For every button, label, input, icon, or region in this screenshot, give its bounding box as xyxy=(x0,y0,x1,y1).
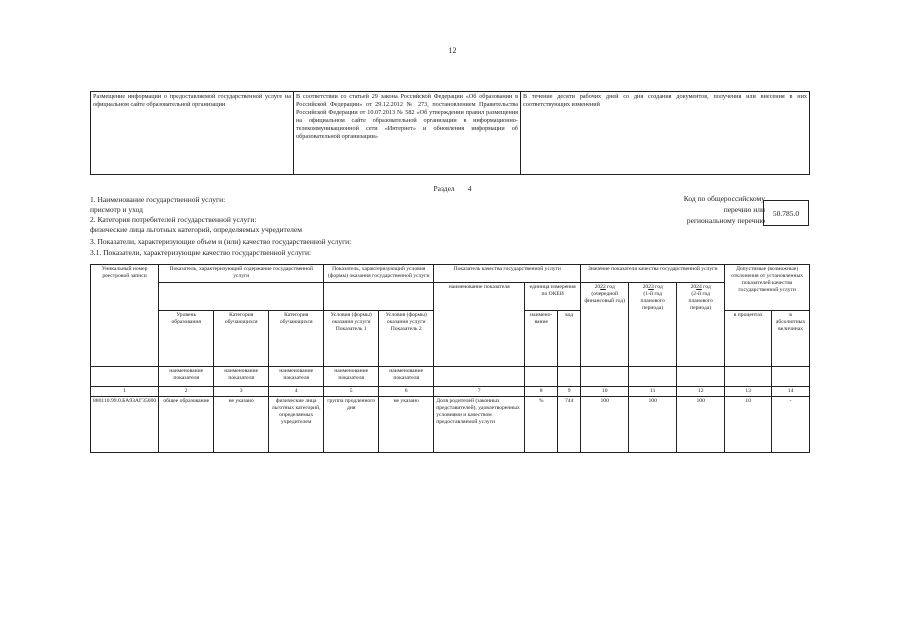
indicators-heading: 3. Показатели, характеризующие объем и (или) качество государственной услуги: xyxy=(90,237,352,246)
header-blank xyxy=(725,367,772,387)
header-conditions: Показатель, характеризующий условия (формы) оказания государственной услуги xyxy=(324,265,434,283)
header-condition-1: Условия (формы) оказания услуги Показатель 1 xyxy=(324,311,379,367)
cell-registry: 880110.99.0.БА93АГ35000 xyxy=(91,397,159,453)
column-number: 10 xyxy=(581,387,629,397)
okved-label-3: региональному перечню xyxy=(686,216,765,225)
okved-label-1: Код по общероссийскому xyxy=(683,194,765,203)
column-number: 5 xyxy=(324,387,379,397)
quality-indicators-table xyxy=(90,264,810,453)
header-year-1 xyxy=(581,283,629,367)
column-number: 14 xyxy=(772,387,810,397)
header-unit-name: наимено-вание xyxy=(525,311,558,367)
column-number: 4 xyxy=(269,387,324,397)
header-blank xyxy=(581,367,629,387)
cell-unit-code: 744 xyxy=(558,397,581,453)
cell-unit: % xyxy=(525,397,558,453)
consumer-category-heading: 2. Категория потребителей государственной услуги: xyxy=(90,215,257,224)
column-number: 6 xyxy=(379,387,434,397)
header-year-2 xyxy=(629,283,677,367)
cell-category: не указано xyxy=(214,397,269,453)
cell-category-2: физические лица льготных категорий, определяемых учредителем xyxy=(269,397,324,453)
header-dev-percent: в процентах xyxy=(725,311,772,367)
header-indicator-name-cell: наименование показателя xyxy=(379,367,434,387)
column-number-row xyxy=(91,387,810,397)
cell-value-year-2: 100 xyxy=(629,397,677,453)
header-category: Категория обучающихся xyxy=(214,311,269,367)
column-number: 7 xyxy=(434,387,525,397)
header-indicator-name-cell: наименование показателя xyxy=(324,367,379,387)
cell-indicator: Доля родителей (законных представителей), удовлетворенных условиями и качеством предоставляемой услуги xyxy=(434,397,525,453)
year-suffix: год xyxy=(703,284,711,290)
header-row xyxy=(91,265,810,283)
header-blank xyxy=(434,367,525,387)
column-number: 12 xyxy=(677,387,725,397)
page-number: 12 xyxy=(448,46,457,55)
okved-label-2: перечню или xyxy=(723,205,765,214)
consumer-category-value: физические лица льготных категорий, определяемых учредителем xyxy=(90,225,302,234)
header-indicator-name: наименование показателя xyxy=(434,283,525,367)
header-content: Показатель, характеризующий содержание государственной услуги xyxy=(159,265,324,283)
cell-value-year-3: 100 xyxy=(677,397,725,453)
year-prefix: 20 xyxy=(690,284,697,290)
header-year-3 xyxy=(677,283,725,367)
header-unit-code: код xyxy=(558,311,581,367)
header-quality: Показатель качества государственной услуги xyxy=(434,265,581,283)
column-number: 8 xyxy=(525,387,558,397)
header-education: Уровень образования xyxy=(159,311,214,367)
header-blank xyxy=(677,367,725,387)
table-row xyxy=(91,397,810,453)
header-content-spacer xyxy=(159,283,324,311)
header-blank xyxy=(772,367,810,387)
header-blank xyxy=(629,367,677,387)
header-blank xyxy=(91,367,159,387)
section-label: Раздел xyxy=(433,184,455,193)
year-prefix: 20 xyxy=(594,284,601,290)
header-registry: Уникальный номер реестровой записи xyxy=(91,265,159,367)
service-name-value: присмотр и уход xyxy=(90,205,143,214)
column-number: 9 xyxy=(558,387,581,397)
column-number: 3 xyxy=(214,387,269,397)
header-blank xyxy=(525,367,558,387)
cell-value-year-1: 100 xyxy=(581,397,629,453)
cell-education: общее образование xyxy=(159,397,214,453)
header-unit: единица измерения по ОКЕИ xyxy=(525,283,581,311)
header-row xyxy=(91,367,810,387)
header-indicator-name-cell: наименование показателя xyxy=(269,367,324,387)
publication-table xyxy=(90,91,810,175)
year-description: (1-й год планового периода) xyxy=(640,291,665,311)
year-value: 23 xyxy=(648,284,654,290)
header-indicator-name-cell: наименование показателя xyxy=(214,367,269,387)
header-dev-abs: в абсолютных величинах xyxy=(772,311,810,367)
header-row xyxy=(91,283,810,311)
service-name-heading: 1. Наименование государственной услуги: xyxy=(90,195,226,204)
header-value: Значение показателя качества государственной услуги xyxy=(581,265,725,283)
header-blank xyxy=(558,367,581,387)
column-number: 11 xyxy=(629,387,677,397)
okved-code: 50.785.0 xyxy=(763,200,809,226)
publication-frequency-cell: В течение десяти рабочих дней со дня создания документов, получения или внесения в них соответствующих изменений xyxy=(521,92,810,175)
section-title xyxy=(0,184,905,193)
section-number: 4 xyxy=(467,184,472,193)
year-description: (2-й год планового периода) xyxy=(688,291,713,311)
cell-condition-1: группа продленного дня xyxy=(324,397,379,453)
year-suffix: год xyxy=(655,284,663,290)
year-suffix: год xyxy=(607,284,615,290)
cell-deviation-percent: 10 xyxy=(725,397,772,453)
year-value: 22 xyxy=(600,284,606,290)
header-indicator-name-cell: наименование показателя xyxy=(159,367,214,387)
year-prefix: 20 xyxy=(642,284,649,290)
cell-condition-2: не указано xyxy=(379,397,434,453)
year-description: (очередной финансовый год) xyxy=(584,291,626,304)
publication-method-cell: Размещение информации о предоставляемой государственной услуге на официальном сайте образовательной организации xyxy=(91,92,294,175)
quality-indicators-heading: 3.1. Показатели, характеризующие качество государственной услуги: xyxy=(90,248,312,257)
header-deviation: Допустимые (возможные) отклонения от установленных показателей качества государственной услуги xyxy=(725,265,810,311)
publication-basis-cell: В соответствии со статьей 29 закона Российской Федерации «Об образовании в Российской Федерации» от 29.12.2012 № 273, постановлением Правительства Российской Федерации от 10.07.2013 № 582 «Об утверждении правил размещения на официальном сайте образовательной организации в информационно-телекоммуникационной сети «Интернет» и обновления информации об образовательной организации» xyxy=(294,92,521,175)
column-number: 1 xyxy=(91,387,159,397)
cell-deviation-absolute: - xyxy=(772,397,810,453)
header-conditions-spacer xyxy=(324,283,434,311)
column-number: 13 xyxy=(725,387,772,397)
year-value: 24 xyxy=(696,284,702,290)
column-number: 2 xyxy=(159,387,214,397)
table-row xyxy=(91,92,810,175)
header-condition-2: Условия (формы) оказания услуги Показатель 2 xyxy=(379,311,434,367)
header-category-2: Категория обучающихся xyxy=(269,311,324,367)
